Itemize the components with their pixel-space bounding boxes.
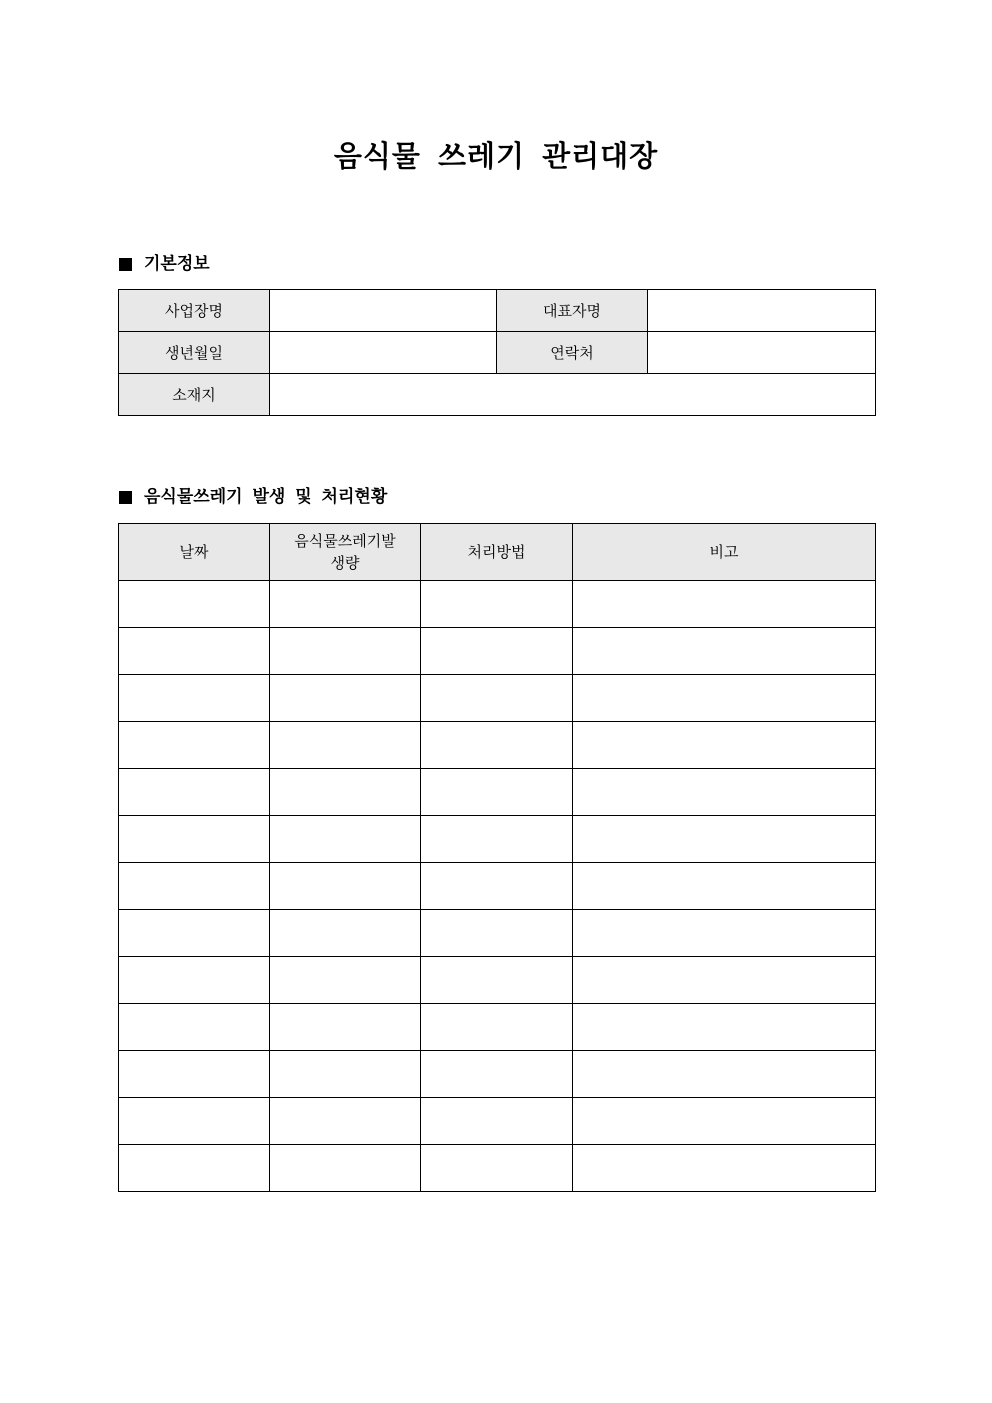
cell-method[interactable] bbox=[421, 863, 573, 910]
square-bullet-icon bbox=[119, 258, 132, 271]
cell-date[interactable] bbox=[119, 628, 270, 675]
cell-method[interactable] bbox=[421, 1145, 573, 1192]
cell-date[interactable] bbox=[119, 863, 270, 910]
cell-remarks[interactable] bbox=[573, 1098, 876, 1145]
column-header-amount-line2: 생량 bbox=[330, 554, 360, 572]
table-row bbox=[119, 675, 876, 722]
cell-date[interactable] bbox=[119, 910, 270, 957]
cell-amount[interactable] bbox=[270, 816, 421, 863]
representative-field[interactable] bbox=[648, 290, 876, 332]
cell-date[interactable] bbox=[119, 957, 270, 1004]
cell-date[interactable] bbox=[119, 1051, 270, 1098]
basic-info-heading-text: 기본정보 bbox=[144, 254, 210, 274]
cell-method[interactable] bbox=[421, 722, 573, 769]
cell-method[interactable] bbox=[421, 769, 573, 816]
contact-label: 연락처 bbox=[497, 332, 648, 374]
table-row bbox=[119, 581, 876, 628]
cell-remarks[interactable] bbox=[573, 722, 876, 769]
business-name-label: 사업장명 bbox=[119, 290, 270, 332]
birth-date-label: 생년월일 bbox=[119, 332, 270, 374]
cell-amount[interactable] bbox=[270, 722, 421, 769]
square-bullet-icon bbox=[119, 491, 132, 504]
cell-remarks[interactable] bbox=[573, 816, 876, 863]
column-header-amount bbox=[270, 524, 421, 581]
cell-amount[interactable] bbox=[270, 769, 421, 816]
cell-amount[interactable] bbox=[270, 1098, 421, 1145]
cell-amount[interactable] bbox=[270, 863, 421, 910]
cell-method[interactable] bbox=[421, 957, 573, 1004]
info-row-birth bbox=[119, 332, 876, 374]
cell-remarks[interactable] bbox=[573, 910, 876, 957]
cell-remarks[interactable] bbox=[573, 628, 876, 675]
cell-method[interactable] bbox=[421, 581, 573, 628]
cell-remarks[interactable] bbox=[573, 1145, 876, 1192]
cell-date[interactable] bbox=[119, 816, 270, 863]
cell-date[interactable] bbox=[119, 722, 270, 769]
cell-date[interactable] bbox=[119, 1098, 270, 1145]
column-header-amount-line1: 음식물쓰레기발 bbox=[294, 532, 396, 550]
cell-method[interactable] bbox=[421, 910, 573, 957]
records-heading bbox=[119, 486, 387, 508]
table-row bbox=[119, 910, 876, 957]
cell-date[interactable] bbox=[119, 769, 270, 816]
info-row-address bbox=[119, 374, 876, 416]
table-row bbox=[119, 1004, 876, 1051]
column-header-method: 처리방법 bbox=[421, 524, 573, 581]
cell-remarks[interactable] bbox=[573, 957, 876, 1004]
contact-field[interactable] bbox=[648, 332, 876, 374]
cell-date[interactable] bbox=[119, 675, 270, 722]
info-row-business bbox=[119, 290, 876, 332]
basic-info-heading bbox=[119, 253, 210, 275]
cell-remarks[interactable] bbox=[573, 769, 876, 816]
cell-method[interactable] bbox=[421, 675, 573, 722]
cell-date[interactable] bbox=[119, 1145, 270, 1192]
records-header-row bbox=[119, 524, 876, 581]
cell-date[interactable] bbox=[119, 581, 270, 628]
cell-method[interactable] bbox=[421, 816, 573, 863]
column-header-date: 날짜 bbox=[119, 524, 270, 581]
cell-remarks[interactable] bbox=[573, 675, 876, 722]
cell-amount[interactable] bbox=[270, 1004, 421, 1051]
cell-amount[interactable] bbox=[270, 957, 421, 1004]
table-row bbox=[119, 816, 876, 863]
representative-label: 대표자명 bbox=[497, 290, 648, 332]
cell-date[interactable] bbox=[119, 1004, 270, 1051]
column-header-remarks: 비고 bbox=[573, 524, 876, 581]
cell-amount[interactable] bbox=[270, 910, 421, 957]
table-row bbox=[119, 722, 876, 769]
address-field[interactable] bbox=[270, 374, 876, 416]
cell-remarks[interactable] bbox=[573, 1051, 876, 1098]
cell-remarks[interactable] bbox=[573, 581, 876, 628]
cell-remarks[interactable] bbox=[573, 1004, 876, 1051]
birth-date-field[interactable] bbox=[270, 332, 497, 374]
records-table bbox=[118, 523, 876, 1192]
cell-amount[interactable] bbox=[270, 628, 421, 675]
cell-method[interactable] bbox=[421, 1051, 573, 1098]
basic-info-table bbox=[118, 289, 876, 416]
cell-method[interactable] bbox=[421, 628, 573, 675]
cell-remarks[interactable] bbox=[573, 863, 876, 910]
cell-amount[interactable] bbox=[270, 581, 421, 628]
cell-amount[interactable] bbox=[270, 1145, 421, 1192]
table-row bbox=[119, 1051, 876, 1098]
page-title: 음식물 쓰레기 관리대장 bbox=[333, 139, 659, 173]
table-row bbox=[119, 1145, 876, 1192]
cell-amount[interactable] bbox=[270, 675, 421, 722]
cell-method[interactable] bbox=[421, 1004, 573, 1051]
records-heading-text: 음식물쓰레기 발생 및 처리현황 bbox=[144, 487, 388, 507]
cell-amount[interactable] bbox=[270, 1051, 421, 1098]
table-row bbox=[119, 1098, 876, 1145]
table-row bbox=[119, 957, 876, 1004]
business-name-field[interactable] bbox=[270, 290, 497, 332]
table-row bbox=[119, 863, 876, 910]
cell-method[interactable] bbox=[421, 1098, 573, 1145]
address-label: 소재지 bbox=[119, 374, 270, 416]
table-row bbox=[119, 769, 876, 816]
table-row bbox=[119, 628, 876, 675]
